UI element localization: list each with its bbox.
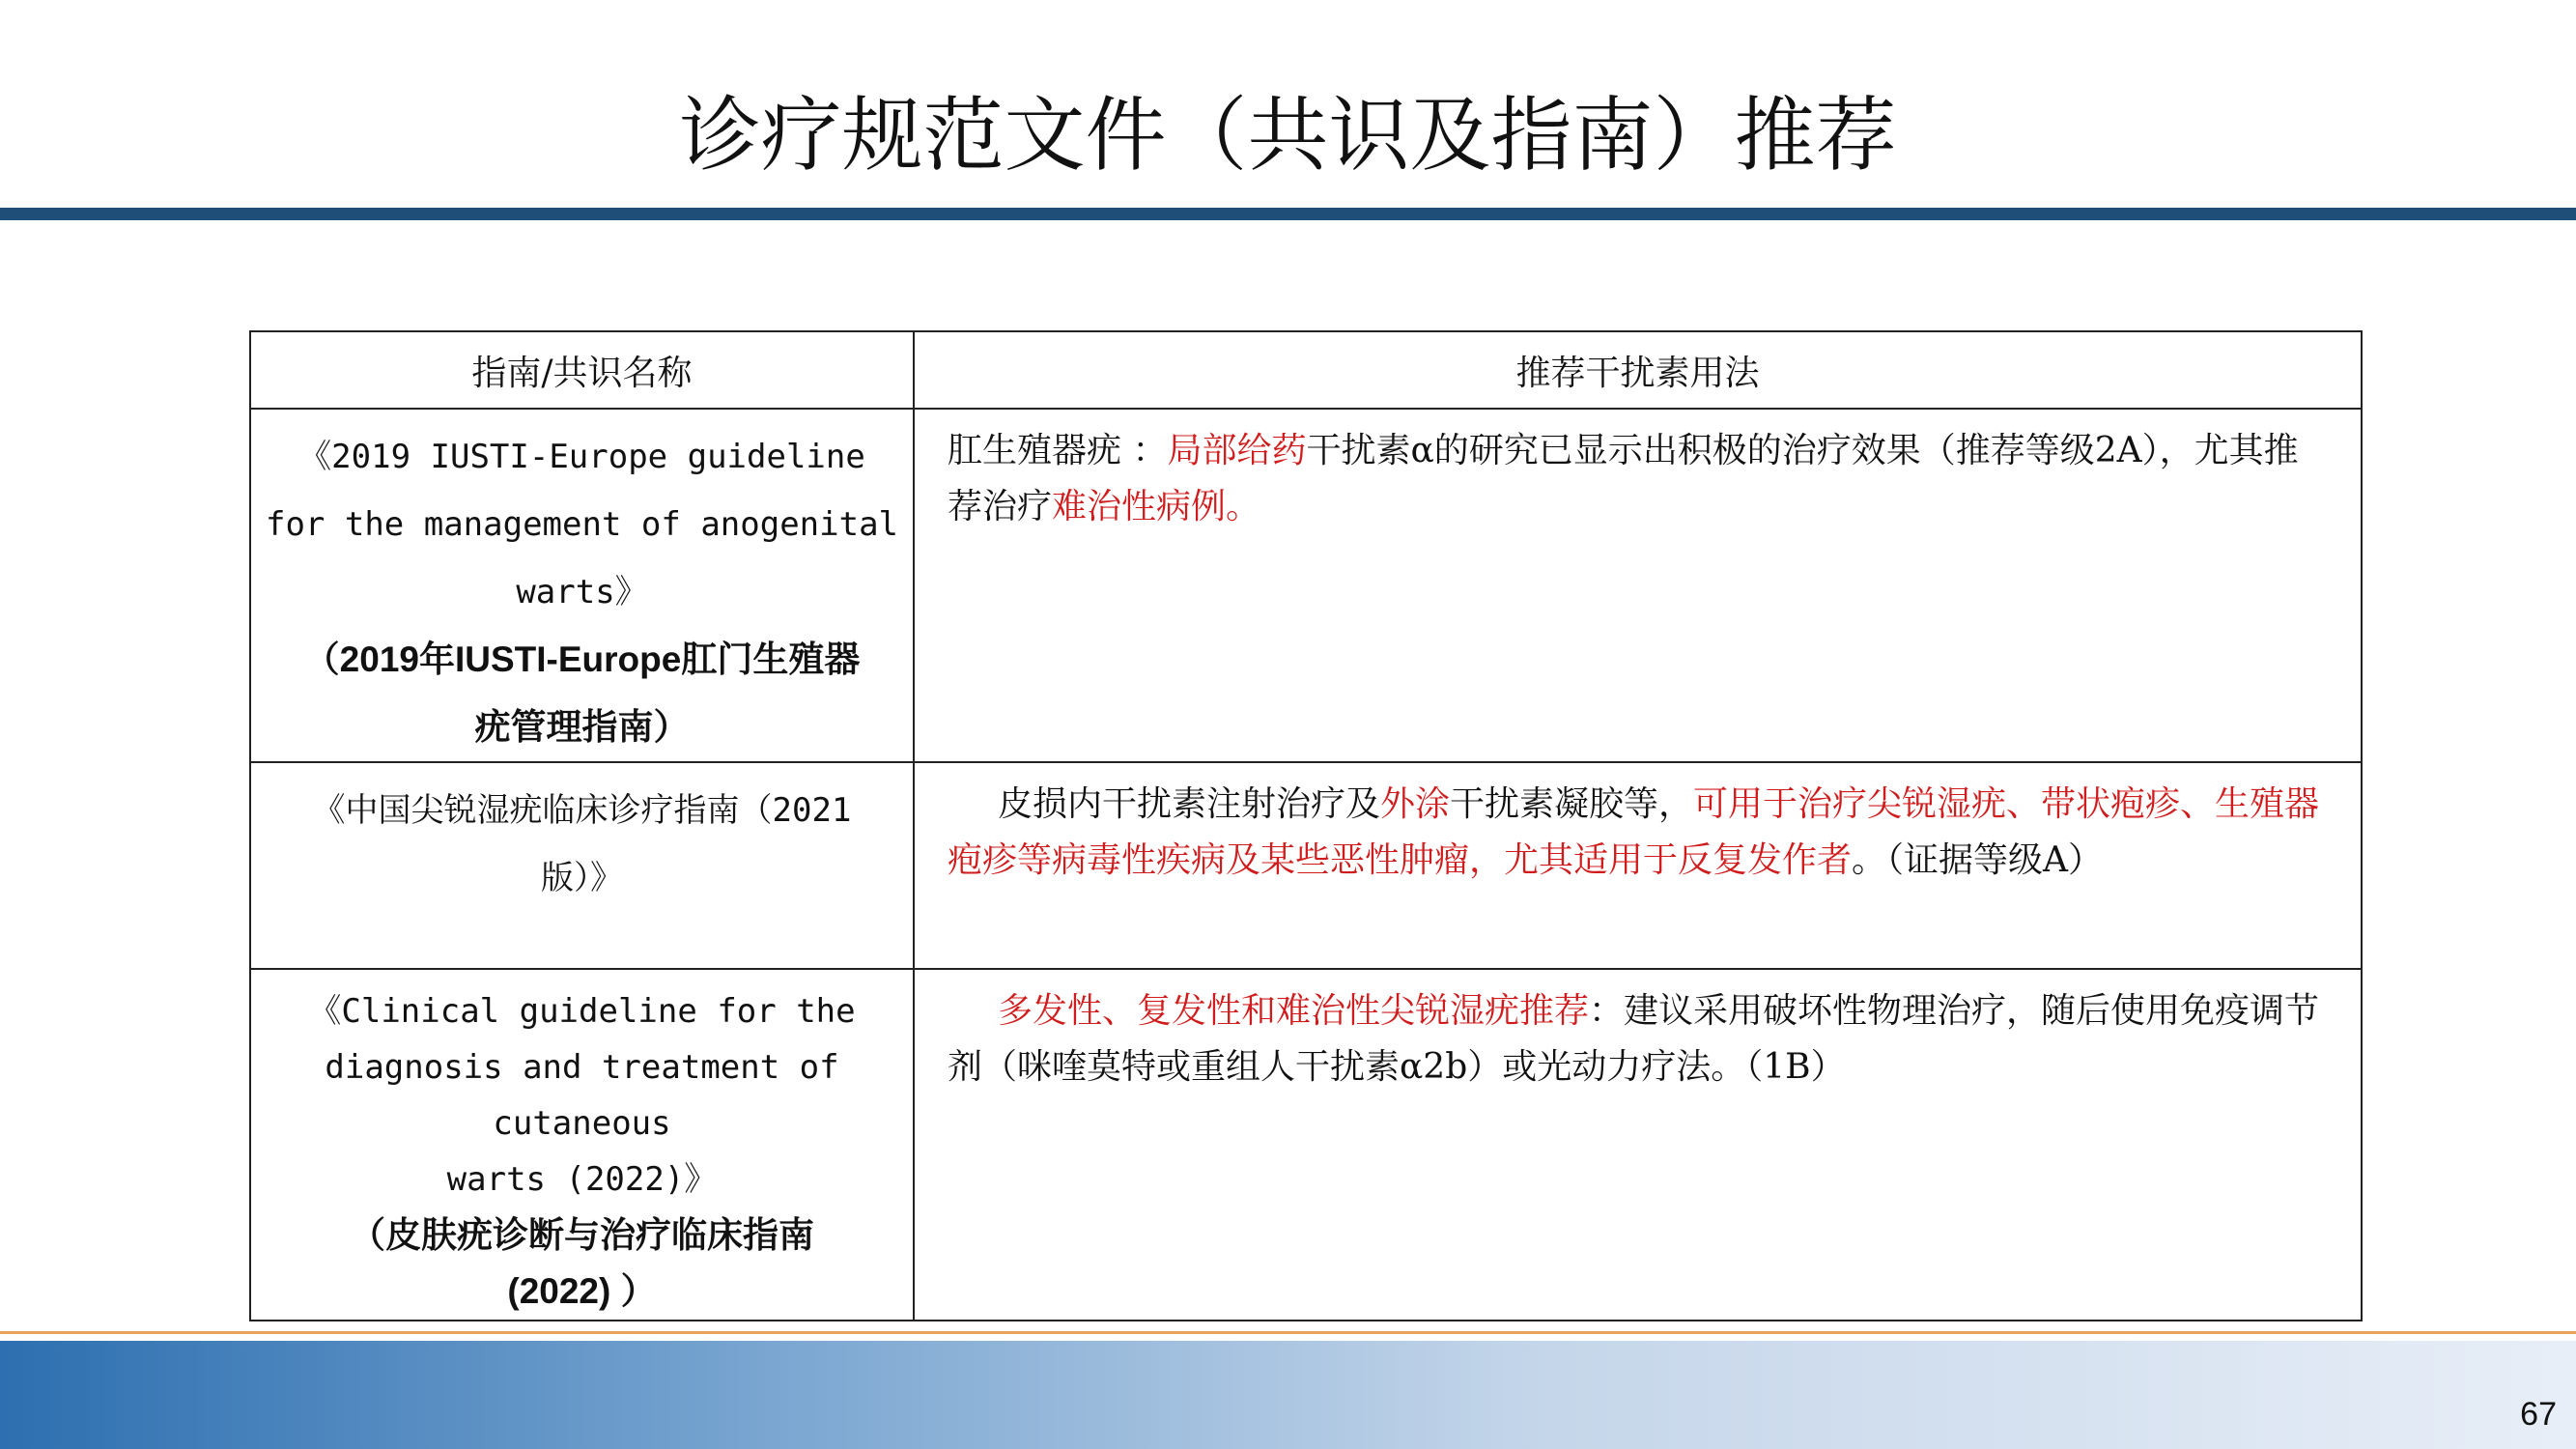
guideline-name-line: 《中国尖锐湿疣临床诊疗指南（2021	[312, 791, 852, 830]
usage-cell	[914, 409, 2362, 762]
usage-highlight: 多发性、复发性和难治性尖锐湿疣推荐	[998, 991, 1590, 1031]
footer-band	[0, 1341, 2576, 1449]
guideline-cn-name-line: 疣管理指南）	[474, 707, 690, 747]
usage-cell	[914, 762, 2362, 969]
page-title: 诊疗规范文件（共识及指南）推荐	[679, 88, 1897, 183]
table-row	[250, 969, 2362, 1321]
guideline-name-line: diagnosis and treatment of	[325, 1048, 839, 1087]
table-row	[250, 762, 2362, 969]
guideline-name-line: for the management of anogenital	[265, 505, 899, 544]
usage-highlight: 局部给药	[1167, 431, 1307, 470]
page-number: 67	[2520, 1396, 2557, 1433]
title-divider	[0, 208, 2576, 220]
guideline-name-cell	[250, 762, 914, 969]
usage-text: 皮损内干扰素注射治疗及	[998, 784, 1381, 824]
guideline-name-line: 版）》	[541, 859, 623, 897]
header-interferon-usage: 推荐干扰素用法	[914, 331, 2362, 409]
usage-text: 。（证据等级A）	[1852, 840, 2104, 880]
usage-text: 干扰素凝胶等，	[1450, 784, 1694, 824]
header-guideline-name: 指南/共识名称	[250, 331, 914, 409]
guideline-name-line: warts》	[516, 573, 648, 611]
usage-highlight: 可用于治疗尖锐湿疣、带状疱疹、生殖器疱疹等病毒性疾病及某些恶性肿瘤，尤其适用于反复发作者	[948, 784, 2320, 880]
usage-text: 干扰素α的研究已显示出积极的治疗效果（推荐等级2A），尤其推荐治疗	[948, 431, 2299, 526]
guideline-name-line: cutaneous	[493, 1104, 671, 1143]
guideline-cn-name-line: (2022) ）	[507, 1271, 657, 1311]
guideline-name-line: 《Clinical guideline for the	[308, 992, 856, 1031]
guideline-name-line: warts (2022)》	[446, 1160, 718, 1199]
usage-highlight: 外涂	[1380, 784, 1451, 824]
guideline-table	[249, 330, 2363, 1321]
guideline-name-cell	[250, 969, 914, 1321]
footer-accent-line	[0, 1331, 2576, 1334]
usage-text: 肛生殖器疣 ：	[948, 431, 1168, 470]
guideline-cn-name-line: （2019年IUSTI-Europe肛门生殖器	[303, 639, 861, 679]
guideline-name-line: 《2019 IUSTI-Europe guideline	[298, 438, 865, 476]
table-row	[250, 409, 2362, 762]
guideline-name-cell	[250, 409, 914, 762]
usage-highlight: 难治性病例。	[1052, 487, 1261, 526]
usage-cell	[914, 969, 2362, 1321]
guideline-cn-name-line: （皮肤疣诊断与治疗临床指南	[350, 1215, 814, 1255]
usage-text: ：建议采用破坏性物理治疗，随后使用免疫调节剂（咪喹莫特或重组人干扰素α2b）或光动力疗法。（1B）	[948, 991, 2320, 1087]
table-header-row	[250, 331, 2362, 409]
